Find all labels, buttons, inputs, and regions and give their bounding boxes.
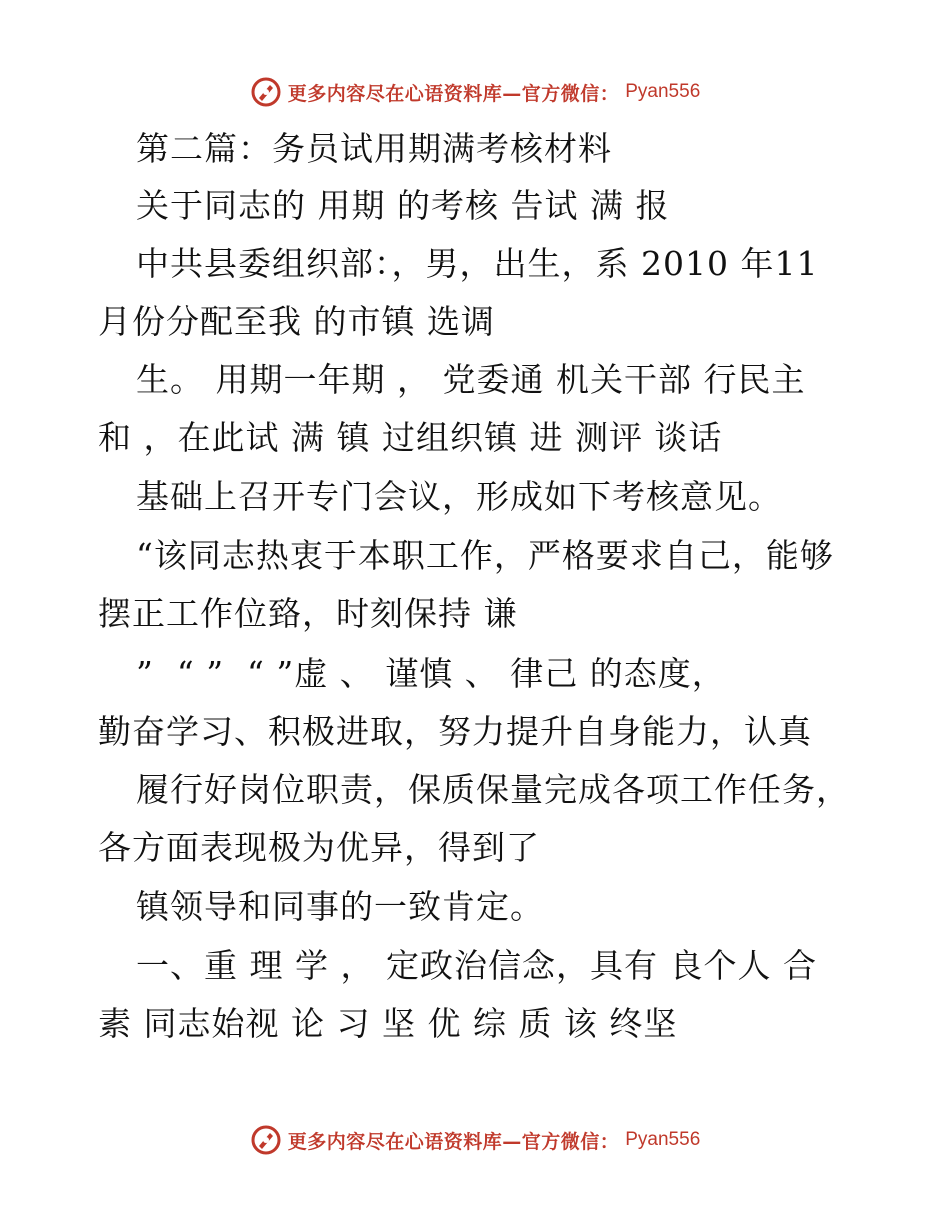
document-line: 履行好岗位职责，保质保量完成各项工作任务， xyxy=(136,770,850,809)
document-line: 中共县委组织部：，男，出生，系 2010 年11 xyxy=(136,244,819,283)
document-line: 关于同志的 用期 的考核 告试 满 报 xyxy=(136,186,670,225)
document-line: ” “ ” “ ”虚 、 谨慎 、 律己 的态度， xyxy=(136,654,726,693)
document-line: 摆正工作位臵，时刻保持 谦 xyxy=(98,594,518,633)
document-line: 生。 用期一年期 ， 党委通 机关干部 行民主 xyxy=(136,360,806,399)
watermark-bottom xyxy=(0,1120,950,1160)
document-line: 基础上召开专门会议，形成如下考核意见。 xyxy=(136,477,782,516)
document-line: 和 ，在此试 满 镇 过组织镇 进 测评 谈话 xyxy=(98,418,723,457)
document-line: 勤奋学习、积极进取，努力提升自身能力，认真 xyxy=(98,712,812,751)
pen-logo-icon xyxy=(250,1124,282,1156)
pen-logo-icon xyxy=(250,76,282,108)
document-line: 月份分配至我 的市镇 选调 xyxy=(98,302,495,341)
document-line: 镇领导和同事的一致肯定。 xyxy=(136,887,544,926)
document-line: “该同志热衷于本职工作，严格要求自己，能够 xyxy=(136,536,834,575)
watermark-top xyxy=(0,72,950,112)
watermark-text: 更多内容尽在心语资料库—官方微信： xyxy=(287,1130,620,1153)
document-line: 一、重 理 学 ， 定政治信念，具有 良个人 合 xyxy=(136,946,817,985)
watermark-wechat-id: Pyan556 xyxy=(625,81,701,102)
document-title: 第二篇：务员试用期满考核材料 xyxy=(136,129,612,168)
document-line: 素 同志始视 论 习 坚 优 综 质 该 终坚 xyxy=(98,1004,678,1043)
watermark-wechat-id: Pyan556 xyxy=(625,1129,701,1150)
document-line: 各方面表现极为优异，得到了 xyxy=(98,828,540,867)
watermark-text: 更多内容尽在心语资料库—官方微信： xyxy=(287,82,620,105)
